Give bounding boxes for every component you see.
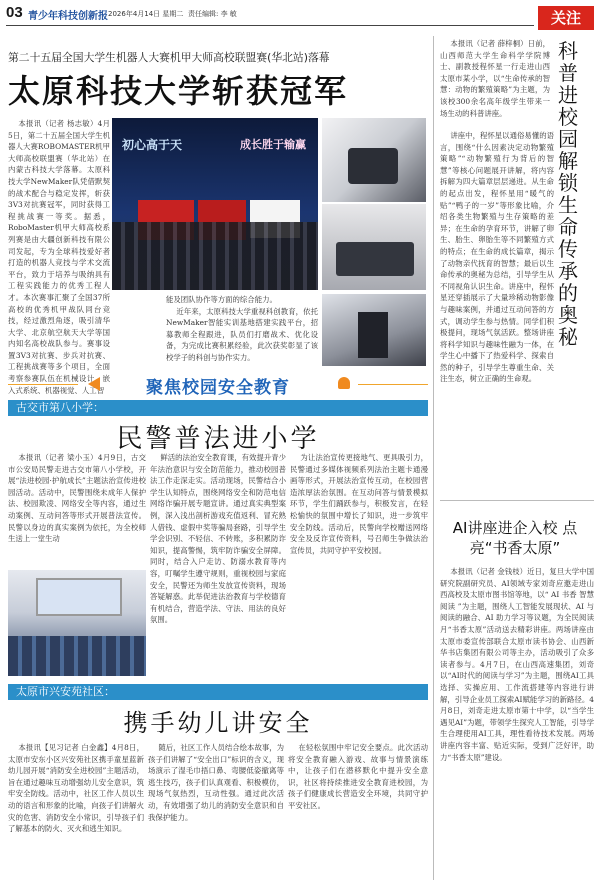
column-divider xyxy=(433,36,434,880)
story2-section-bar xyxy=(8,684,428,700)
editor-credit: 责任编辑: 李 敏 xyxy=(188,10,237,18)
megaphone-icon xyxy=(88,377,100,391)
right1-body-text: 讲座中，程怀星以通俗易懂的语言，围绕“什么因素决定动物繁殖策略”“动物繁殖行为背后的智慧”等核心问题展开讲解，将内容拆解为四大篇章层层递进。从生命的起点出发，程怀星用“暖气的贴”“鸭子的一岁”等形象比喻，介绍各类生物繁殖与生存策略的差异；在生命的孕育环节，讲解了卵生、胎生、卵胎生等不同繁殖方式的特点；在生命的成长篇章，揭示了动物亲代抚育的智慧；最后以生命传承的奥秘为总结，引导学生从不同视角认识生命。讲座中，程怀星还穿插展示了大量珍稀动物影像与趣味案例，并通过互动问答的方式，调动学生参与热情。同学们积极提问，现场气氛活跃。整场讲座将科学知识与趣味性融为一体，在学生心中播下了热爱科学、探索自然的种子，引导学生尊重生命、关注生态，树立正确的生命观。 xyxy=(440,131,554,384)
right1-title: 科普进校园 解锁生命传承的奥秘 xyxy=(558,39,578,349)
lead-col-1-text: 本报讯（记者 杨志敏）4月5日，第二十五届全国大学生机器人大赛ROBOMASTER机甲大师高校联盟赛（华北站）在内蒙古科技大学落幕。太原科技大学NewMaker队凭借默契的战术配合与稳定发挥，斩获3V3对抗赛冠军，同时获得工程挑战赛一等奖。据悉，RoboMaster机甲大师高校系列赛是由大疆创新科技有限公司发起，专为全球科技爱好者打造的机器人竞技与学术交流平台，致力于培养与吸纳具有工程实践能力的优秀工程人才。本次赛事汇聚了全国37所高校的优秀机甲战队同台竞技，经过激烈角逐，吸引清华大学、北京航空航天大学等国内知名高校战队参与。赛事设置3V3对抗赛、步兵对抗赛、工程挑战赛等多个项目，全面考察参赛队伍在机械设计、嵌入式系统、机器视觉、人工智 xyxy=(8,119,110,395)
header-rule xyxy=(6,25,534,26)
story2-col-3-text: 在轻松氛围中牢记安全要点。此次活动将安全教育融入游戏、故事与情景演练中，让孩子们在潜移默化中提升安全意识，社区将持续推进安全教育进校园，为孩子们健康成长营造安全环境，共同守护平安社区。 xyxy=(288,743,428,810)
right2-body-text: 本报讯（记者 金钱枝）近日，复旦大学中国研究院副研究员、AI领域专家刘奇应邀走进山西高校及太原市图书馆等地，以“ AI 书香 智慧阅读 ”为主题，围绕人工智能发展现状、AI 与阅读的融合、AI 助力学习等议题，为全民阅读月“书香太原”活动送去精彩讲座。两场讲座由太原市委宣传部联合太原市读书协会、山西新华书店集团有限公司等主办，活动吸引了众多读者参与。4月7日，在山西高速集团，刘奇以“AI时代的阅读与学习”为主题，围绕AI工具选择、实操应用、工作流搭建等内容进行讲解，引导企业员工探索AI赋能学习的新路径。4月8日，刘奇走进太原市第十中学，以“当学生遇见AI”为题，带领学生探究人工智能，引导学生合理使用AI工具，理性看待技术发展。两场讲座内容丰富、贴近实际，受到广泛好评，助力“书香太原”建设。 xyxy=(440,567,594,762)
lead-col-2a-text: 能及团队协作等方面的综合能力。 xyxy=(166,295,277,304)
story2-col-2-text: 随后，社区工作人员结合绘本故事，为孩子们讲解了“安全出口”标识的含义，现场演示了湿毛巾捂口鼻、弯腰低姿撤离等逃生技巧，孩子们认真观看、积极模仿，现场气氛热烈，互动性强。通过此次活动，有效增强了幼儿的消防安全意识和自我保护能力。 xyxy=(148,743,285,822)
issue-date: 2026年4月14日 星期二 xyxy=(108,10,184,18)
story1-section: 古交市第八小学： xyxy=(16,401,104,414)
story1-col-2 xyxy=(150,452,286,676)
story1-col-1-text: 本报讯（记者 梁小玉）4月9日，古交市公安局民警走进古交市第八小学校，开展“法进校园·护航成长”主题法治宣传进校园活动。活动中，民警围绕未成年人保护法、校园欺凌、网络安全等内容，通过生动案例、互动问答等形式开展普法宣传。民警以身边的真实案例为依托，为全校师生送上一堂生动 xyxy=(8,453,146,544)
robot-body xyxy=(348,148,398,184)
team-people xyxy=(112,222,318,290)
story1-col-1 xyxy=(8,452,146,568)
story2-section: 太原市兴安苑社区： xyxy=(16,685,115,698)
lead-col-2 xyxy=(166,294,318,366)
lead-photo-team xyxy=(112,118,318,290)
banner-rule-left xyxy=(8,384,78,385)
story1-title: 民警普法进小学 xyxy=(116,424,320,454)
section-tag xyxy=(538,6,594,30)
story2-title: 携手幼儿讲安全 xyxy=(123,709,313,737)
right2-title: AI讲座进企入校 点亮“书香太原” xyxy=(452,519,578,557)
story2-col-3 xyxy=(288,742,428,880)
story1-col-3-text: 为让法治宣传更接地气、更具吸引力，民警通过多媒体视频系列法治主题卡通漫画等形式，开展法治宣传互动，在校园营造浓厚法治氛围。在互动问答与情景模拟环节，学生们踊跃参与，积极发言，在轻松愉快的氛围中增长了知识，进一步筑牢安全防线。活动后，民警向学校赠送网络安全及反诈宣传资料，号召师生争做法治宣传员，共同守护平安校园。 xyxy=(290,453,428,555)
stage-banner-right: 成长胜于输赢 xyxy=(240,138,306,151)
right2-body xyxy=(440,566,594,880)
robot-photo-1 xyxy=(322,118,426,202)
story1-col-3 xyxy=(290,452,428,676)
newspaper-name: 青少年科技创新报 xyxy=(28,11,108,22)
story1-section-bar xyxy=(8,400,428,416)
bell-icon xyxy=(338,377,350,389)
robot-photo-3 xyxy=(322,294,426,366)
campus-banner xyxy=(8,372,428,396)
robot-photo-2 xyxy=(322,204,426,290)
story2-col-1 xyxy=(8,742,144,880)
robot-arena xyxy=(336,242,414,276)
robot-figure xyxy=(358,312,388,358)
page-number: 03 xyxy=(6,4,23,21)
page-header xyxy=(0,0,600,30)
lead-col-2b-text: 近年来，太原科技大学重视科创教育，依托NewMaker智能实训基地搭建实践平台，招募教师全程跟进，队员们打磨战术、优化设备，为完成比赛积累经验，此次获奖彰显了该校学子的科创与协作实力。 xyxy=(166,306,318,362)
section-tag-label: 关注 xyxy=(550,9,581,27)
lead-title: 太原科技大学斩获冠军 xyxy=(8,72,349,110)
lead-kicker: 第二十五届全国大学生机器人大赛机甲大师高校联盟赛(华北站)落幕 xyxy=(8,51,330,64)
classroom-screen xyxy=(36,578,122,616)
classroom-students xyxy=(8,636,146,676)
story1-classroom-photo xyxy=(8,570,146,676)
banner-rule-right xyxy=(358,384,428,385)
lead-col-1 xyxy=(8,118,110,395)
right1-body xyxy=(440,130,554,432)
story2-col-1-text: 本报讯【见习记者 白金鑫】4月8日，太原市安东小区兴安苑社区携手童星蓝新幼儿园开展“消防安全进校园”主题活动，旨在通过趣味互动增强幼儿安全意识，筑牢安全防线。活动中，社区工作人员以生动的语言和形象的比喻，向孩子们讲解火灾的危害、消防安全小常识，引导孩子们了解基本的防火、灭火和逃生知识。 xyxy=(8,743,144,834)
story1-col-2-text: 鲜活的法治安全教育课，有效提升青少年法治意识与安全防范能力，推动校园普法工作走深走实。活动现场，民警结合小学生认知特点，围绕网络安全和防范电信网络诈骗开展专题宣讲。通过真实典型案例，深入浅出剖析游戏充值返利、冒充熟人借钱、虚假中奖等骗局套路，引导学生学会识别、不轻信、不转账，多积累防诈知识，提高警惕，筑牢防诈骗安全屏障。同时，结合入户走访、防溺水教育等内容，叮嘱学生遵守规则，重视校园与家庭安全，民警还为师生发放宣传资料，现场答疑解惑。此举促进法治教育与学校德育有机结合，营造学法、守法、用法的良好氛围。 xyxy=(150,453,287,625)
right1-side-text xyxy=(440,38,550,128)
campus-banner-title: 聚焦校园安全教育 xyxy=(146,378,290,398)
story2-col-2 xyxy=(148,742,284,880)
right2-rule xyxy=(440,500,594,501)
right1-side-text-body: 本报讯（记者 薛梓桐）日前，山西师范大学生命科学学院博士、副教授程怀星一行走进山西太原市某小学，以“生命传承的智慧：动物的繁殖策略”为主题，为该校300余名高年级学生带来一场生动的科普讲座。 xyxy=(440,39,550,118)
stage-banner-left: 初心高于天 xyxy=(122,138,183,152)
